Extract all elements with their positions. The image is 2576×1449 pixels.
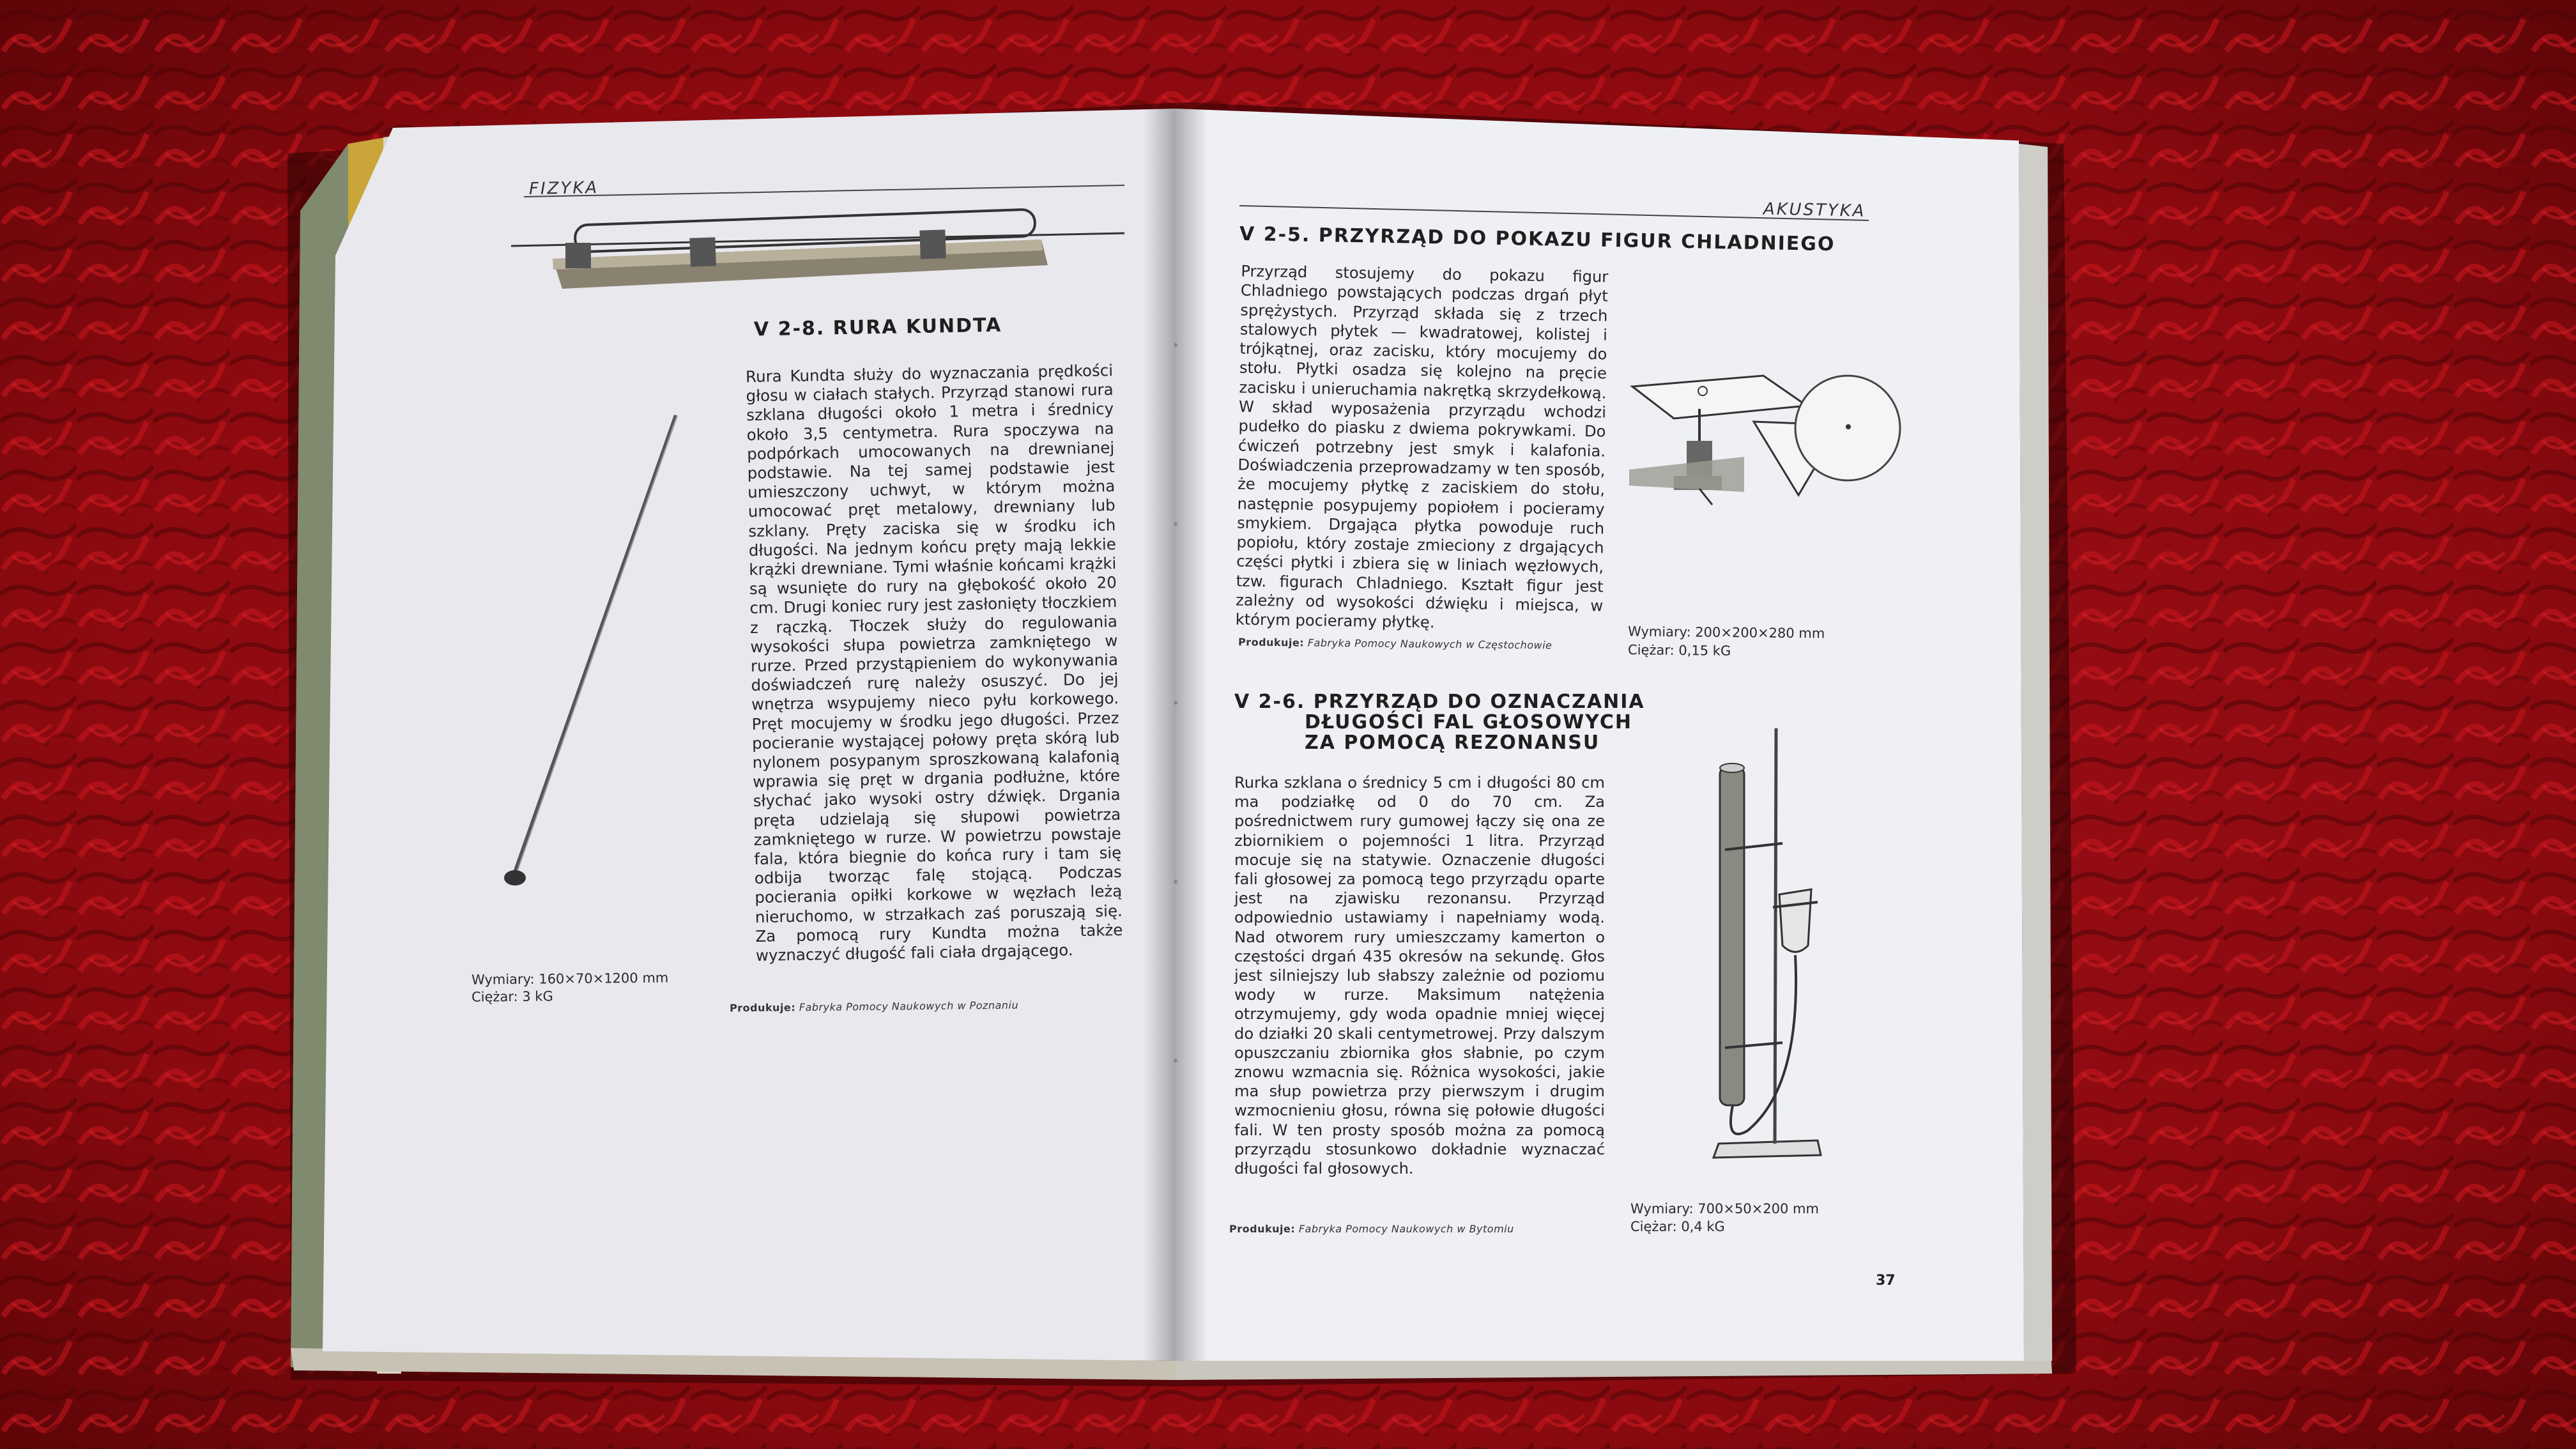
chladni-body: Przyrząd stosujemy do pokazu figur Chladniego powstających podczas drgań płyt sprężystych. Przyrząd składa się z trzech stalowych płytek — kwadratowej, kolistej i trójkątnej, oraz zacisku, który mocujemy do stołu. Płytki osadza się kolejno na pręcie zacisku i unieruchamia nakrętką skrzydełkową. W skład wyposażenia przyrządu wchodzi pudełko do piasku z dwiema pokrywkami. Do ćwiczeń potrzebny jest smyk i kalafonia. Doświadczenia przeprowadzamy w ten sposób, że mocujemy płytkę z zaciskiem do stołu, następnie posypujemy popiołem i pocieramy smykiem. Drgająca płytka powoduje ruch popiołu, który zostaje zmieciony z drgających części płytki i zbiera się w liniach węzłowych, tzw. figurach Chladniego. Kształt figur jest zależny od wysokości dźwięku i miejsca, w którym pocieramy płytkę. <box>1235 262 1609 632</box>
resonance-body: Rurka szklana o średnicy 5 cm i długości 80 cm ma podziałkę od 0 do 70 cm. Za pośrednictwem rury gumowej łączy się ona ze zbiornikiem o pojemności 1 litra. Przyrząd mocuje się na statywie. Oznaczenie długości fali głosowej za pomocą tego przyrządu oparte jest na zjawisku rezonansu. Przyrząd odpowiednio ustawiamy i napełniamy wodą. Nad otworem rury umieszczamy kamerton o częstości drgań 435 okresów na sekundę. Głos jest silniejszy lub słabszy zależnie od poziomu wody w rurze. Maksimum natężenia otrzymujemy, gdy woda opadnie mniej więcej do działki 20 skali centymetrowej. Przy dalszym opuszczaniu zbiornika głos słabnie, po czym znowu wzmacnia się. Różnica wysokości, jakie ma słup powietrza przy pierwszym i drugim wzmocnieniu głosu, równa się połowie długości fali. W ten prosty sposób można za pomocą przyrządu stosunkowo dokładnie wyznaczać długości fal głosowych. <box>1234 774 1605 1178</box>
resonance-dimensions: Wymiary: 700×50×200 mm <box>1630 1201 1819 1216</box>
resonance-heading-line1: V 2-6. PRZYRZĄD DO OZNACZANIA <box>1234 691 1645 713</box>
chladni-dimensions: Wymiary: 200×200×280 mm <box>1627 624 1825 641</box>
resonance-producer-label: Produkuje: <box>1229 1223 1296 1235</box>
left-dimensions: Wymiary: 160×70×1200 mm <box>471 970 669 988</box>
resonance-weight: Ciężar: 0,4 kG <box>1630 1219 1725 1234</box>
resonance-heading-line3: ZA POMOCĄ REZONANSU <box>1305 732 1600 754</box>
left-section-body: Rura Kundta służy do wyznaczania prędkości głosu w ciałach stałych. Przyrząd stanowi rura szklana długości około 1 metra i średnicy około 3,5 centymetra. Rura spoczywa na podpórkach umocowanych na drewnianej podstawie. Na tej samej podstawie jest umieszczony uchwyt, w którym można umocować pręt metalowy, drewniany lub szklany. Pręty zaciska się w środku ich długości. Na jednym końcu pręty mają lekkie krążki drewniane. Tymi właśnie końcami krążki są wsunięte do rury na głębokość około 20 cm. Drugi koniec rury jest zasłonięty tłoczkiem z rączką. Tłoczek służy do regulowania wysokości słupa powietrza zamkniętego w rurze. Przed przystąpieniem do wykonywania doświadczeń rurę należy osuszyć. Do jej wnętrza wsypujemy nieco pyłu korkowego. Pręt mocujemy w środku jego długości. Przez pocieranie wystającej połowy pręta skórą lub nylonem posypanym sproszkowaną kalafonią wprawia się pręt w drgania podłużne, które słychać jako wysoki ostry dźwięk. Drgania pręta udzielają się słupowi powietrza zamkniętego w rurze. W powietrzu powstaje fala, która biegnie do końca rury i tam się odbija tworząc falę stojącą. Podczas pocierania opiłki korkowe w węzłach leżą nieruchomo, w strzałkach zaś poruszają się. Za pomocą rury Kundta można także wyznaczyć długość fali ciała drgającego. <box>745 361 1123 965</box>
resonance-producer-name: Fabryka Pomocy Naukowych w Bytomiu <box>1298 1223 1514 1235</box>
left-section-heading: V 2-8. RURA KUNDTA <box>753 314 1002 341</box>
chladni-heading: V 2-5. PRZYRZĄD DO POKAZU FIGUR CHLADNIEGO <box>1239 222 1836 256</box>
resonance-producer <box>1229 1223 1514 1235</box>
left-producer-label: Produkuje: <box>729 1001 796 1015</box>
resonance-heading-line2: DŁUGOŚCI FAL GŁOSOWYCH <box>1305 711 1632 733</box>
chladni-weight: Ciężar: 0,15 kG <box>1627 642 1731 659</box>
left-weight: Ciężar: 3 kG <box>471 988 553 1005</box>
chladni-producer-name: Fabryka Pomocy Naukowych w Częstochowie <box>1307 636 1552 652</box>
left-running-head: FIZYKA <box>528 178 599 199</box>
page-number: 37 <box>1876 1273 1896 1289</box>
left-producer-name: Fabryka Pomocy Naukowych w Poznaniu <box>799 999 1019 1014</box>
chladni-producer-label: Produkuje: <box>1238 636 1305 649</box>
right-running-head: AKUSTYKA <box>1763 199 1866 221</box>
